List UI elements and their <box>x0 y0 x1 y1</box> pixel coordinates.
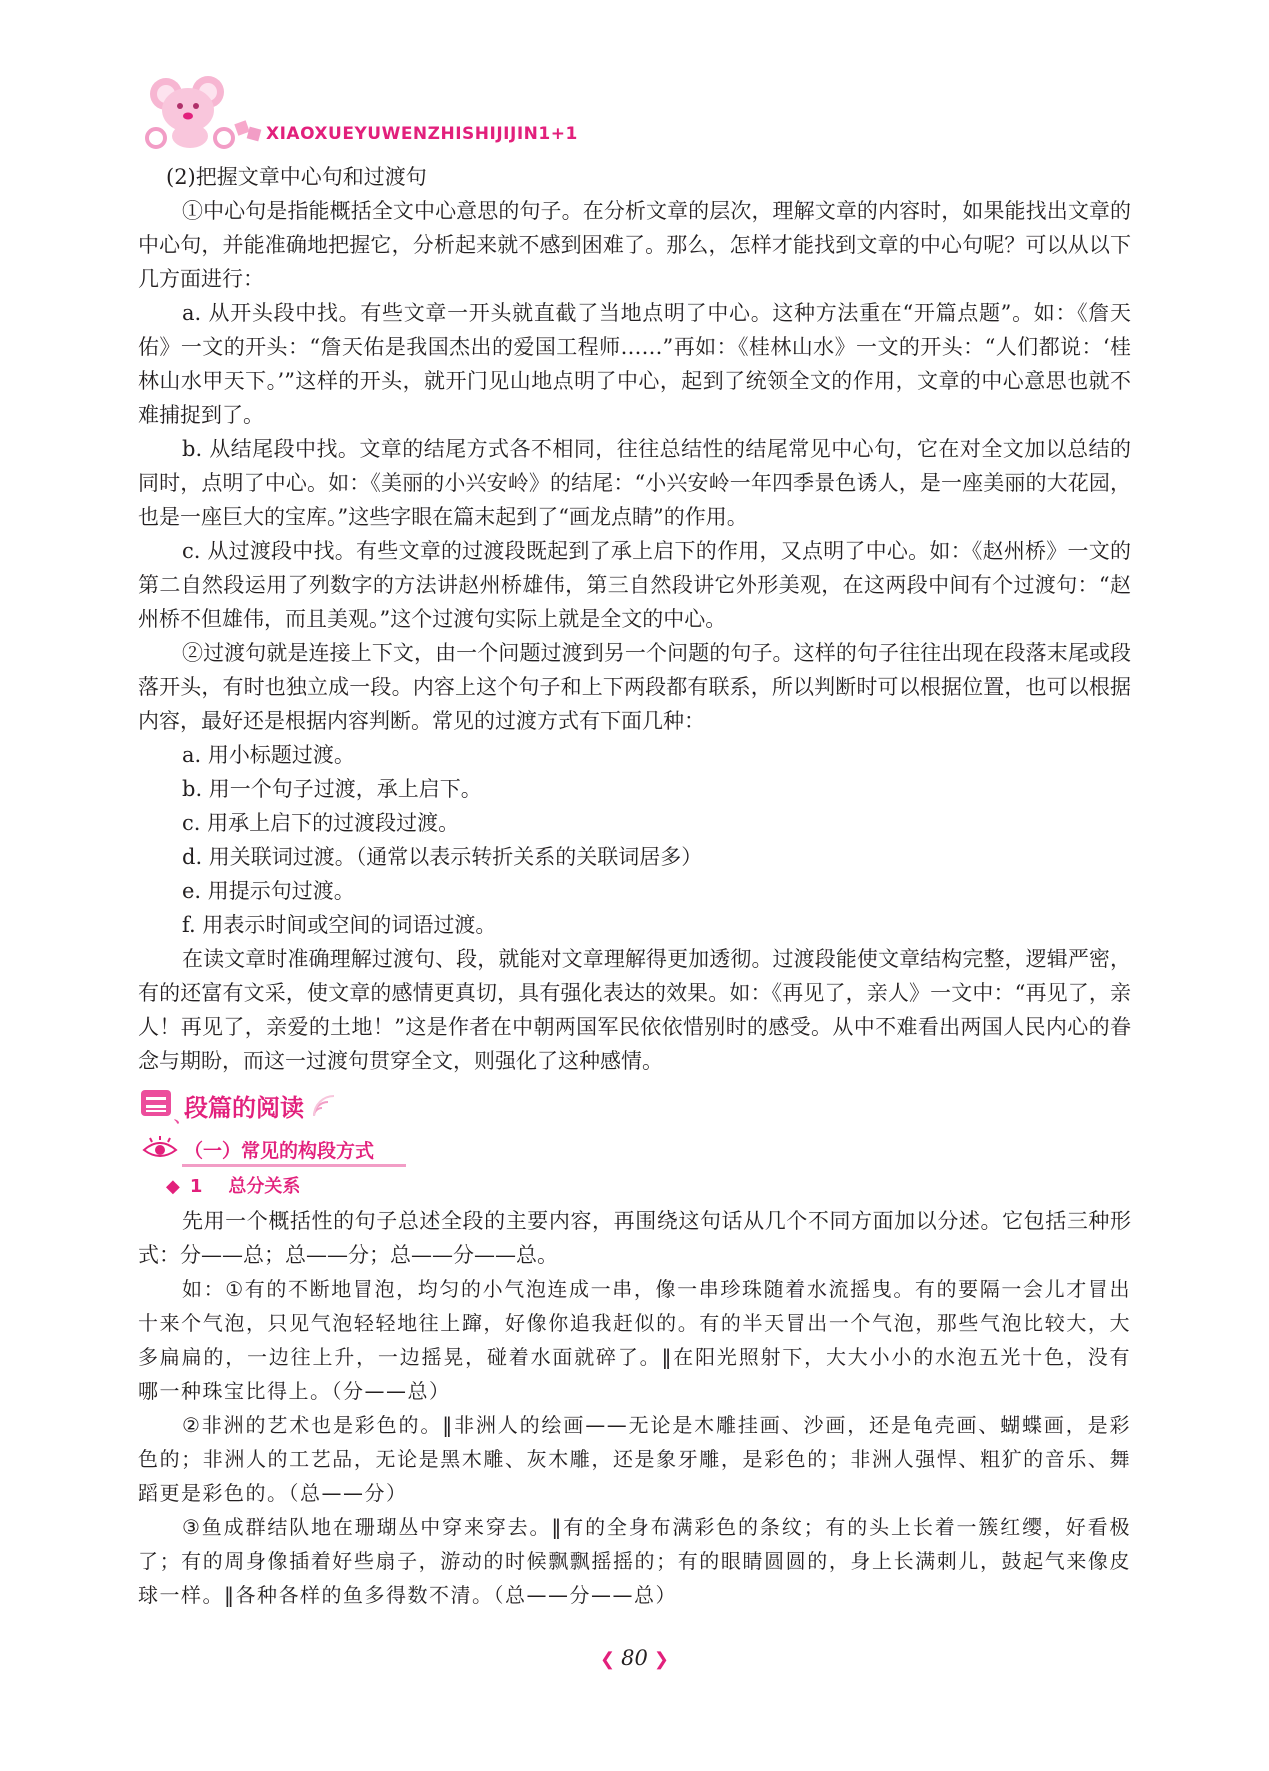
diamond-bullet-icon: ◆ <box>166 1176 180 1197</box>
series-title: XIAOXUEYUWENZHISHIJIJIN1+1 <box>266 124 578 144</box>
left-arrow-icon: ❮ <box>600 1649 616 1670</box>
example-paragraph: ②非洲的艺术也是彩色的。‖非洲人的绘画——无论是木雕挂画、沙画，还是龟壳画、蝴蝶画，是彩色的；非洲人的工艺品，无论是黑木雕、灰木雕，还是象牙雕，是彩色的；非洲人强悍、粗犷的音乐、舞蹈更是彩色的。（总——分） <box>138 1413 1131 1505</box>
list-item: c. 用承上启下的过渡段过渡。 <box>182 811 460 835</box>
separator-dot: 、 <box>174 1107 191 1126</box>
paragraph: ①中心句是指能概括全文中心意思的句子。在分析文章的层次，理解文章的内容时，如果能找出文章的中心句，并能准确地把握它，分析起来就不感到困难了。那么，怎样才能找到文章的中心句呢？可以从以下几方面进行： <box>138 199 1131 291</box>
section-heading <box>138 1084 1131 1128</box>
paragraph: ②过渡句就是连接上下文，由一个问题过渡到另一个问题的句子。这样的句子往往出现在段落末尾或段落开头，有时也独立成一段。内容上这个句子和上下两段都有联系，所以判断时可以根据位置，也可以根据内容，最好还是根据内容判断。常见的过渡方式有下面几种： <box>138 641 1131 733</box>
item-heading <box>138 1170 1131 1204</box>
list-item: e. 用提示句过渡。 <box>182 879 355 903</box>
item-title: 总分关系 <box>228 1176 301 1197</box>
example-paragraph: ③鱼成群结队地在珊瑚丛中穿来穿去。‖有的全身布满彩色的条纹；有的头上长着一簇红缨，好看极了；有的周身像插着好些扇子，游动的时候飘飘摇摇的；有的眼睛圆圆的，身上长满刺儿，鼓起气来像皮球一样。‖各种各样的鱼多得数不清。（总——分——总） <box>138 1515 1131 1607</box>
section-title: 段篇的阅读 <box>184 1094 304 1122</box>
paragraph: c. 从过渡段中找。有些文章的过渡段既起到了承上启下的作用，又点明了中心。如：《赵州桥》一文的第二自然段运用了列数字的方法讲赵州桥雄伟，第三自然段讲它外形美观，在这两段中间有个过渡句：“赵州桥不但雄伟，而且美观。”这个过渡句实际上就是全文的中心。 <box>138 539 1131 631</box>
subsection-title: （一）常见的构段方式 <box>184 1140 375 1162</box>
example-paragraph: 如：①有的不断地冒泡，均匀的小气泡连成一串，像一串珍珠随着水流摇曳。有的要隔一会儿才冒出十来个气泡，只见气泡轻轻地往上蹿，好像你追我赶似的。有的半天冒出一个气泡，那些气泡比较大，大多扁扁的，一边往上升，一边摇晃，碰着水面就碎了。‖在阳光照射下，大大小小的水泡五光十色，没有哪一种珠宝比得上。（分——总） <box>138 1277 1131 1403</box>
list-item: f. 用表示时间或空间的词语过渡。 <box>182 913 497 937</box>
list-item: a. 用小标题过渡。 <box>182 743 355 767</box>
subsection-heading <box>138 1130 1131 1170</box>
page-number-value: 80 <box>621 1646 648 1670</box>
eye-icon <box>140 1136 180 1162</box>
right-arrow-icon: ❯ <box>653 1649 669 1670</box>
mascot-mouse-logo <box>138 72 264 150</box>
item-number: 1 <box>189 1176 203 1197</box>
page-header <box>138 72 1138 152</box>
signal-waves-icon <box>310 1090 340 1120</box>
summary-paragraph: 在读文章时准确理解过渡句、段，就能对文章理解得更加透彻。过渡段能使文章结构完整，逻辑严密，有的还富有文采，使文章的感情更真切，具有强化表达的效果。如：《再见了，亲人》一文中：“再见了，亲人！再见了，亲爱的土地！”这是作者在中朝两国军民依依惜别时的感受。从中不难看出两国人民内心的眷念与期盼，而这一过渡句贯穿全文，则强化了这种感情。 <box>138 947 1131 1073</box>
page-body <box>138 160 1131 1612</box>
item-intro: 先用一个概括性的句子总述全段的主要内容，再围绕这句话从几个不同方面加以分述。它包括三种形式：分——总；总——分；总——分——总。 <box>138 1209 1131 1267</box>
section-number-three-icon <box>141 1090 171 1116</box>
page-number <box>0 1646 1269 1670</box>
paragraph: a. 从开头段中找。有些文章一开头就直截了当地点明了中心。这种方法重在“开篇点题”。如：《詹天佑》一文的开头：“詹天佑是我国杰出的爱国工程师……”再如：《桂林山水》一文的开头：“人们都说：‘桂林山水甲天下。’”这样的开头，就开门见山地点明了中心，起到了统领全文的作用，文章的中心意思也就不难捕捉到了。 <box>138 301 1131 427</box>
list-item: d. 用关联词过渡。（通常以表示转折关系的关联词居多） <box>182 845 703 869</box>
heading-center-sentence: (2)把握文章中心句和过渡句 <box>166 165 427 189</box>
list-item: b. 用一个句子过渡，承上启下。 <box>182 777 482 801</box>
paragraph: b. 从结尾段中找。文章的结尾方式各不相同，往往总结性的结尾常见中心句，它在对全文加以总结的同时，点明了中心。如：《美丽的小兴安岭》的结尾：“小兴安岭一年四季景色诱人，是一座美丽的大花园，也是一座巨大的宝库。”这些字眼在篇末起到了“画龙点睛”的作用。 <box>138 437 1131 529</box>
subsection-underline <box>182 1164 406 1167</box>
